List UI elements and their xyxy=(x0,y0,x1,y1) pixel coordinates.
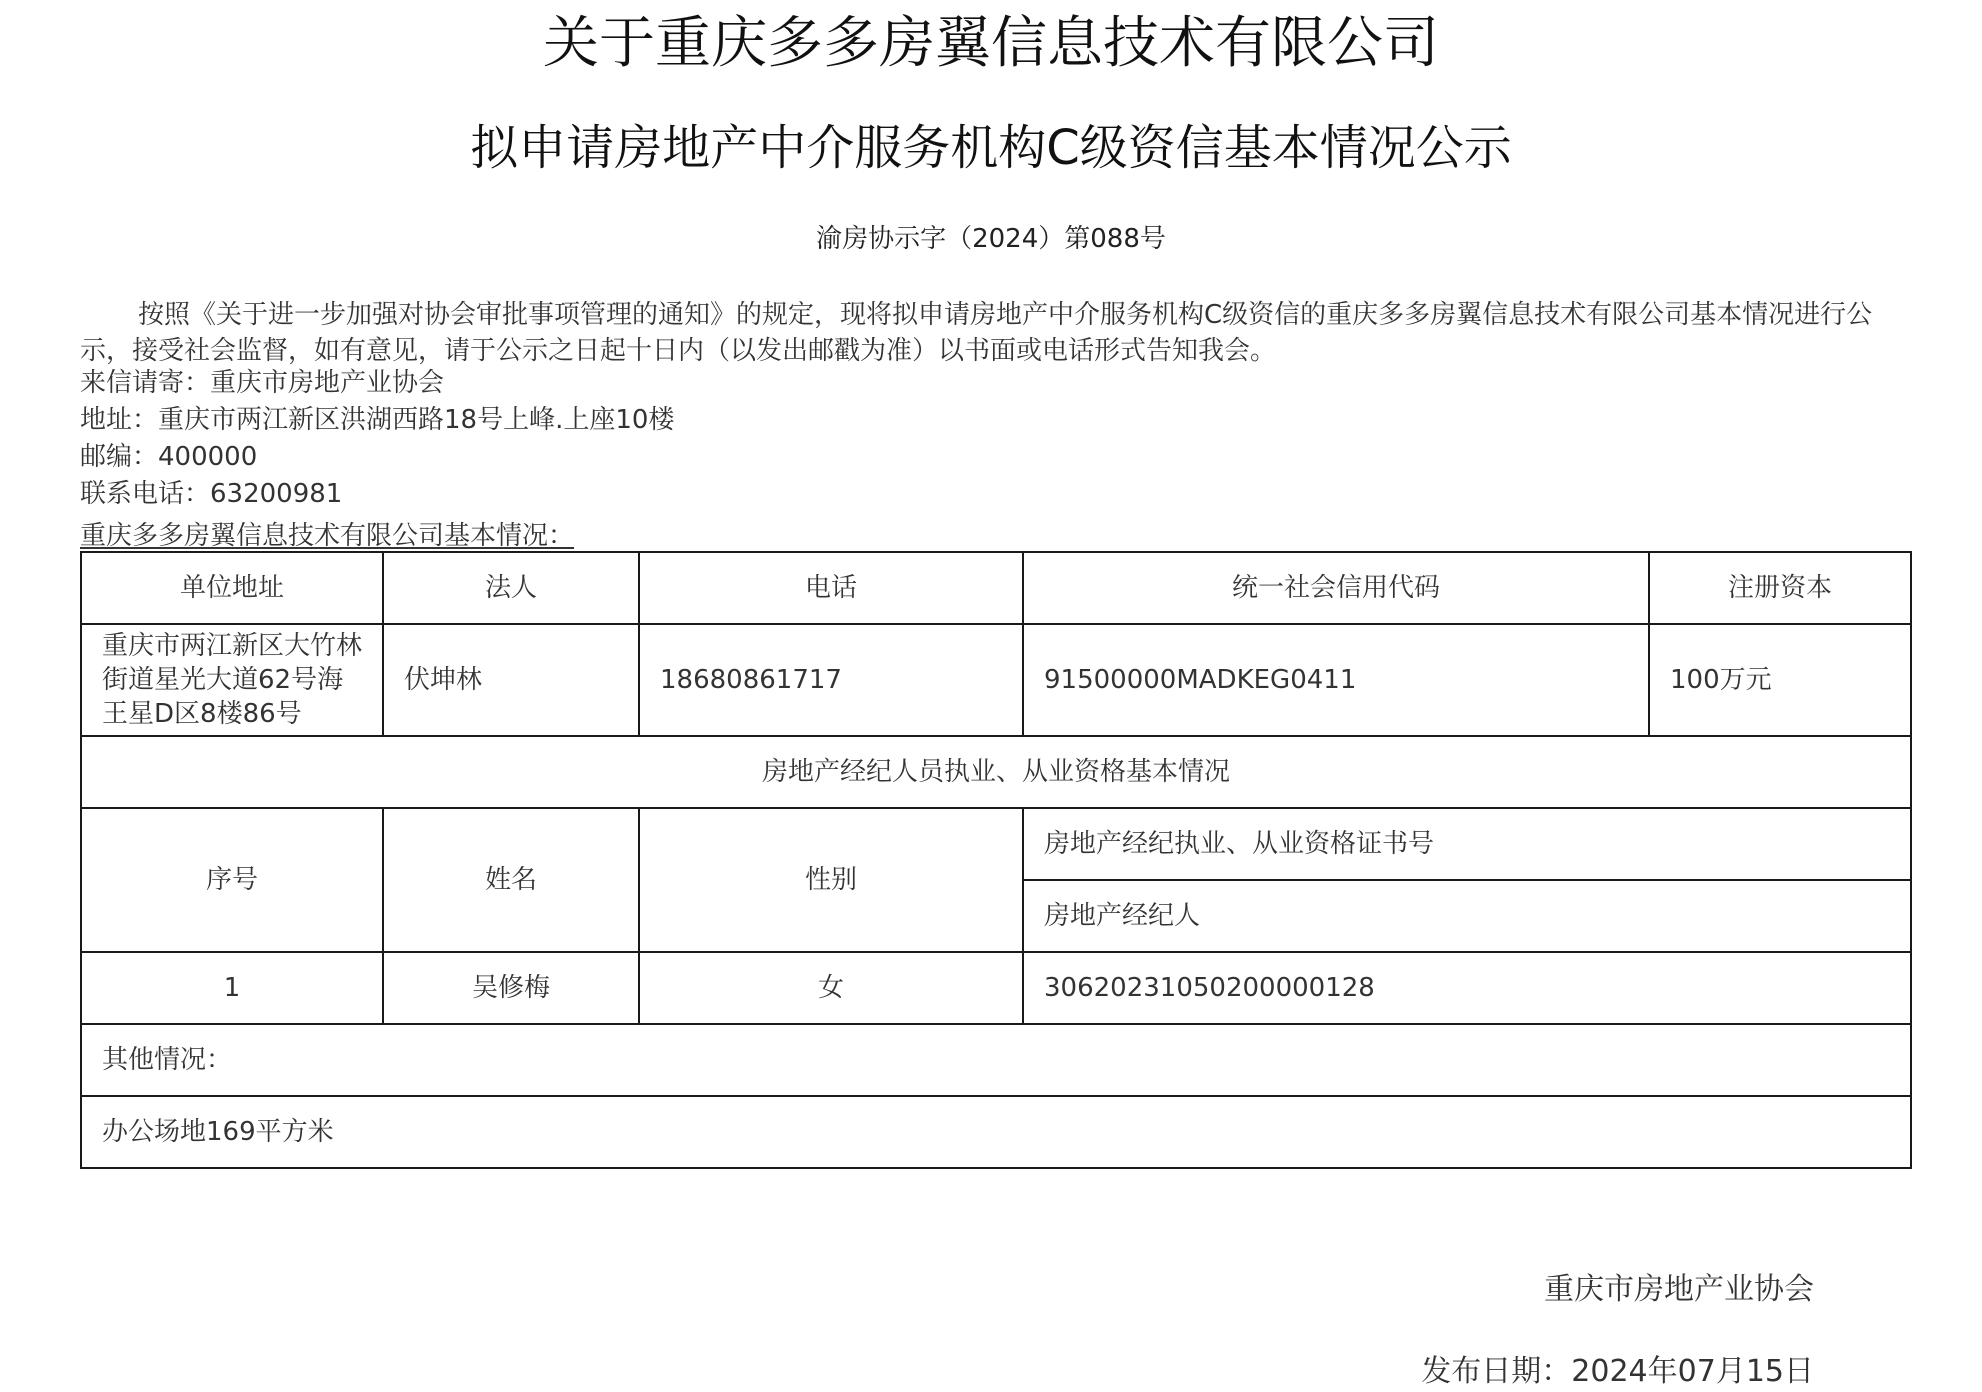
postcode-line: 邮编：400000 xyxy=(80,442,258,472)
table-row xyxy=(81,952,1911,1024)
mail-to-line: 来信请寄：重庆市房地产业协会 xyxy=(80,368,445,398)
agents-section-title: 房地产经纪人员执业、从业资格基本情况 xyxy=(81,736,1911,808)
page-title: 关于重庆多多房翼信息技术有限公司 xyxy=(543,11,1439,76)
header-cell-credit-code: 统一社会信用代码 xyxy=(1023,552,1649,624)
agents-header-cert: 房地产经纪执业、从业资格证书号 xyxy=(1023,808,1911,880)
company-header-row xyxy=(81,552,1911,624)
agents-header-row xyxy=(81,808,1911,880)
table-caption: 重庆多多房翼信息技术有限公司基本情况： xyxy=(80,521,575,551)
agents-header-seq: 序号 xyxy=(81,808,383,952)
address-line: 地址：重庆市两江新区洪湖西路18号上峰.上座10楼 xyxy=(80,405,675,435)
company-legal-person: 伏坤林 xyxy=(383,624,639,736)
header-cell-capital: 注册资本 xyxy=(1649,552,1911,624)
document-number: 渝房协示字（2024）第088号 xyxy=(816,224,1166,254)
company-info-table xyxy=(80,551,1912,1169)
phone-line: 联系电话：63200981 xyxy=(80,479,343,509)
agents-header-cert-type: 房地产经纪人 xyxy=(1023,880,1911,952)
header-cell-address: 单位地址 xyxy=(81,552,383,624)
footer-organization: 重庆市房地产业协会 xyxy=(1544,1272,1814,1307)
agents-section-row xyxy=(81,736,1911,808)
company-data-row xyxy=(81,624,1911,736)
company-capital: 100万元 xyxy=(1649,624,1911,736)
agent-name: 吴修梅 xyxy=(383,952,639,1024)
agent-cert-number: 30620231050200000128 xyxy=(1023,952,1911,1024)
header-cell-legal-person: 法人 xyxy=(383,552,639,624)
other-label: 其他情况： xyxy=(81,1024,1911,1096)
page-subtitle: 拟申请房地产中介服务机构C级资信基本情况公示 xyxy=(470,120,1512,176)
agents-header-gender: 性别 xyxy=(639,808,1023,952)
company-address: 重庆市两江新区大竹林街道星光大道62号海王星D区8楼86号 xyxy=(81,624,383,736)
company-credit-code: 91500000MADKEG0411 xyxy=(1023,624,1649,736)
agents-header-name: 姓名 xyxy=(383,808,639,952)
other-content: 办公场地169平方米 xyxy=(81,1096,1911,1168)
agent-gender: 女 xyxy=(639,952,1023,1024)
header-cell-phone: 电话 xyxy=(639,552,1023,624)
other-content-row xyxy=(81,1096,1911,1168)
company-phone: 18680861717 xyxy=(639,624,1023,736)
other-label-row xyxy=(81,1024,1911,1096)
agent-seq: 1 xyxy=(81,952,383,1024)
intro-paragraph: 按照《关于进一步加强对协会审批事项管理的通知》的规定，现将拟申请房地产中介服务机构C级资信的重庆多多房翼信息技术有限公司基本情况进行公示，接受社会监督，如有意见，请于公示之日起十日内（以发出邮戳为准）以书面或电话形式告知我会。 xyxy=(80,300,1873,366)
footer-publish-date: 发布日期：2024年07月15日 xyxy=(1421,1354,1814,1389)
